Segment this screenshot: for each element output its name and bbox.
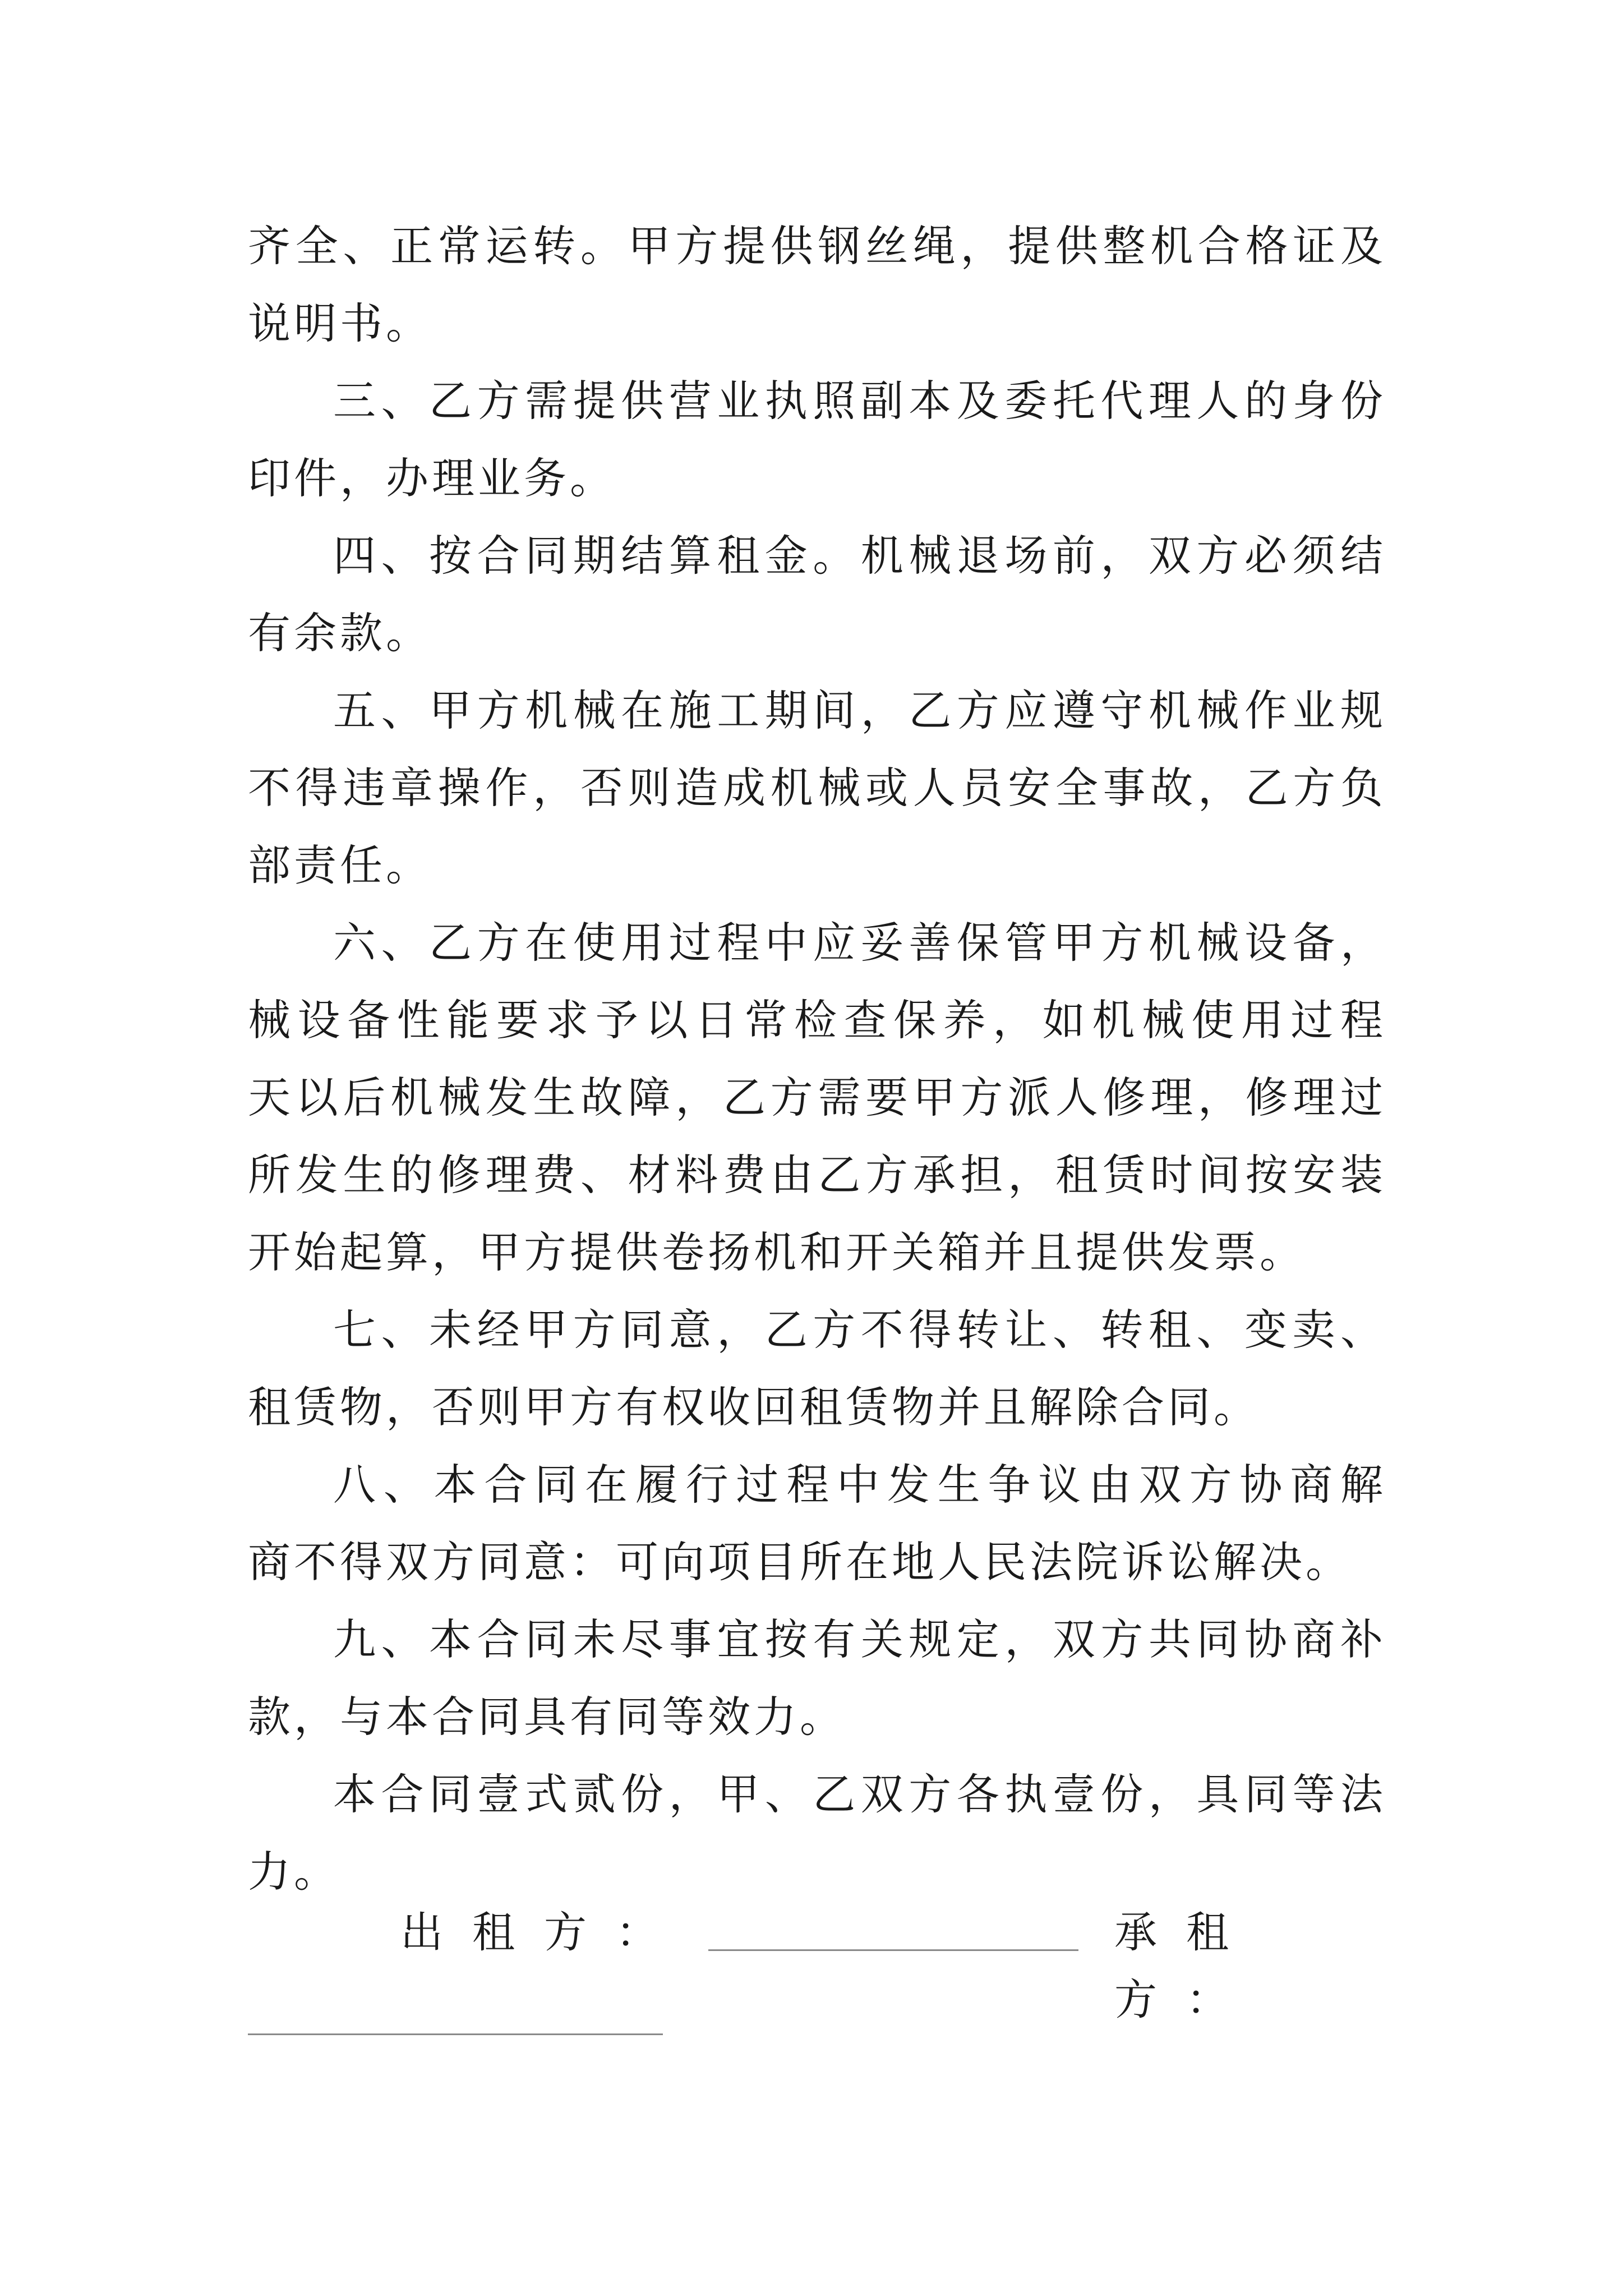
clause-8-line-1: 八、本合同在履行过程中发生争议由双方协商解 — [333, 1460, 1386, 1510]
clause-6-line-4: 所发生的修理费、材料费由乙方承担，租赁时间按安装 — [248, 1150, 1386, 1200]
clause-3-line-2: 印件，办理业务。 — [248, 453, 616, 503]
clause-7-line-2: 租赁物，否则甲方有权收回租赁物并且解除合同。 — [248, 1382, 1260, 1432]
clause-5-line-2: 不得违章操作，否则造成机械或人员安全事故，乙方负 — [248, 763, 1386, 813]
clause-7-line-1: 七、未经甲方同意，乙方不得转让、转租、变卖、 — [333, 1305, 1386, 1355]
clause-6-line-2: 械设备性能要求予以日常检查保养，如机械使用过程 — [248, 995, 1386, 1045]
clause-9-line-2: 款，与本合同具有同等效力。 — [248, 1692, 846, 1742]
lessee-label: 承租方： — [1114, 1907, 1258, 2024]
lessor-signature-line — [708, 1949, 1078, 1951]
clause-8-line-2: 商不得双方同意：可向项目所在地人民法院诉讼解决。 — [248, 1537, 1352, 1587]
clause-5-line-1: 五、甲方机械在施工期间，乙方应遵守机械作业规 — [333, 685, 1386, 735]
clause-6-line-3: 天以后机械发生故障，乙方需要甲方派人修理，修理过 — [248, 1073, 1386, 1122]
clause-2-line-3: 说明书。 — [248, 298, 432, 348]
copies-clause-line-2: 力。 — [248, 1847, 340, 1897]
signature-row — [248, 1899, 1386, 2024]
lessor-label: 出租方： — [400, 1907, 688, 1957]
clause-6-line-5: 开始起算，甲方提供卷扬机和开关箱并且提供发票。 — [248, 1227, 1306, 1277]
contract-body — [248, 208, 1386, 1911]
clause-3-line-1: 三、乙方需提供营业执照副本及委托代理人的身份 — [333, 376, 1386, 426]
clause-4-line-1: 四、按合同期结算租金。机械退场前，双方必须结 — [333, 531, 1386, 581]
copies-clause-line-1: 本合同壹式贰份，甲、乙双方各执壹份，具同等法 — [333, 1769, 1386, 1819]
lessee-signature-line — [248, 2033, 663, 2035]
clause-6-line-1: 六、乙方在使用过程中应妥善保管甲方机械设备， — [333, 918, 1386, 968]
clause-4-line-2: 有余款。 — [248, 608, 432, 658]
clause-9-line-1: 九、本合同未尽事宜按有关规定，双方共同协商补 — [333, 1614, 1386, 1664]
clause-2-line-2: 齐全、正常运转。甲方提供钢丝绳，提供整机合格证及 — [248, 221, 1386, 271]
clause-5-line-3: 部责任。 — [248, 840, 432, 890]
